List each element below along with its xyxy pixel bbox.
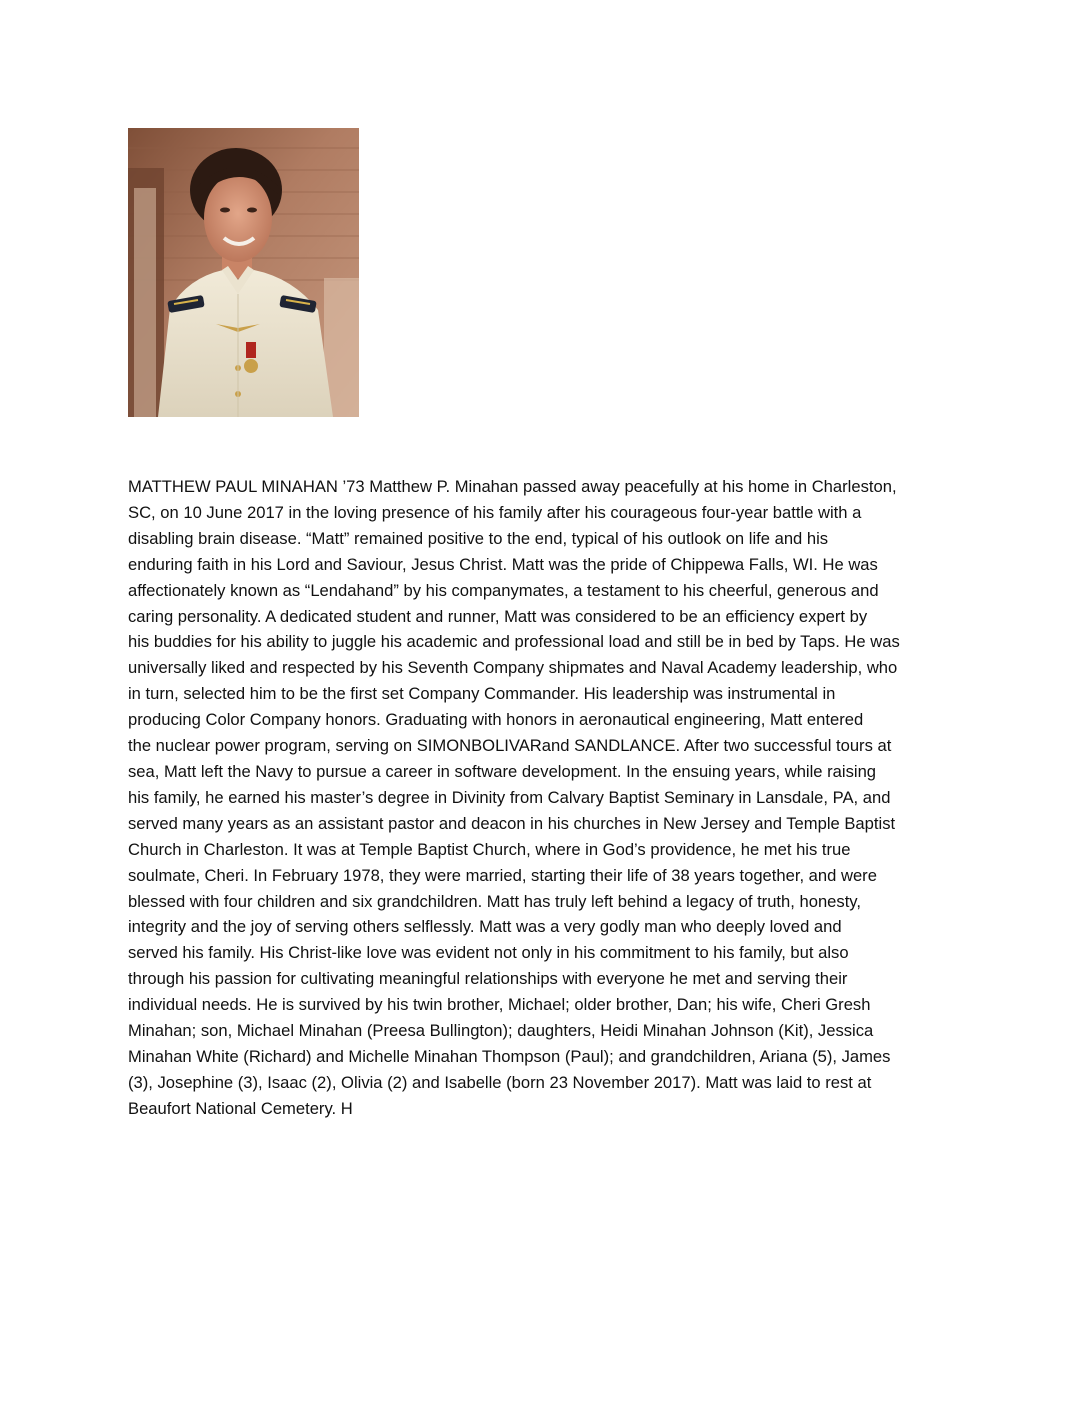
portrait-photo <box>128 128 359 417</box>
obituary-text <box>128 474 958 1122</box>
text-line: his buddies for his ability to juggle his academic and professional load and still be in bed by Taps. He was <box>128 632 900 652</box>
text-line: caring personality. A dedicated student and runner, Matt was considered to be an efficiency expert by <box>128 606 868 626</box>
text-line: producing Color Company honors. Graduating with honors in aeronautical engineering, Matt entered <box>128 710 864 730</box>
text-line: Minahan; son, Michael Minahan (Preesa Bullington); daughters, Heidi Minahan Johnson (Kit), Jessica <box>128 1021 874 1041</box>
text-line: (3), Josephine (3), Isaac (2), Olivia (2) and Isabelle (born 23 November 2017). Matt was laid to rest at <box>128 1072 872 1092</box>
text-line: sea, Matt left the Navy to pursue a career in software development. In the ensuing years, while raising <box>128 761 877 781</box>
text-line: Beaufort National Cemetery. H <box>128 1098 353 1118</box>
text-line: served his family. His Christ-like love was evident not only in his commitment to his family, but also <box>128 943 849 963</box>
text-line: individual needs. He is survived by his twin brother, Michael; older brother, Dan; his wife, Cheri Gresh <box>128 995 871 1015</box>
text-line: through his passion for cultivating meaningful relationships with everyone he met and serving their <box>128 969 848 989</box>
text-line: integrity and the joy of serving others selflessly. Matt was a very godly man who deeply loved and <box>128 917 842 937</box>
text-line: blessed with four children and six grandchildren. Matt has truly left behind a legacy of truth, honesty, <box>128 891 861 911</box>
text-line: soulmate, Cheri. In February 1978, they were married, starting their life of 38 years together, and were <box>128 865 877 885</box>
text-line: disabling brain disease. “Matt” remained positive to the end, typical of his outlook on life and his <box>128 528 829 548</box>
obituary-paragraph <box>128 474 958 1122</box>
text-line: in turn, selected him to be the first set Company Commander. His leadership was instrumental in <box>128 684 836 704</box>
text-line: universally liked and respected by his Seventh Company shipmates and Naval Academy leadership, who <box>128 658 898 678</box>
text-line: Minahan White (Richard) and Michelle Minahan Thompson (Paul); and grandchildren, Ariana (5), James <box>128 1046 891 1066</box>
text-line: enduring faith in his Lord and Saviour, Jesus Christ. Matt was the pride of Chippewa Falls, WI. He was <box>128 554 878 574</box>
text-line: SC, on 10 June 2017 in the loving presence of his family after his courageous four-year battle with a <box>128 502 862 522</box>
text-line: his family, he earned his master’s degree in Divinity from Calvary Baptist Seminary in Lansdale, PA, and <box>128 787 891 807</box>
text-line: MATTHEW PAUL MINAHAN ’73 Matthew P. Minahan passed away peacefully at his home in Charleston, <box>128 477 897 496</box>
text-line: Church in Charleston. It was at Temple Baptist Church, where in God’s providence, he met his true <box>128 839 851 859</box>
text-line: the nuclear power program, serving on SIMONBOLIVARand SANDLANCE. After two successful tours at <box>128 736 892 756</box>
text-line: affectionately known as “Lendahand” by his companymates, a testament to his cheerful, generous and <box>128 580 879 600</box>
text-line: served many years as an assistant pastor and deacon in his churches in New Jersey and Temple Baptist <box>128 813 896 833</box>
